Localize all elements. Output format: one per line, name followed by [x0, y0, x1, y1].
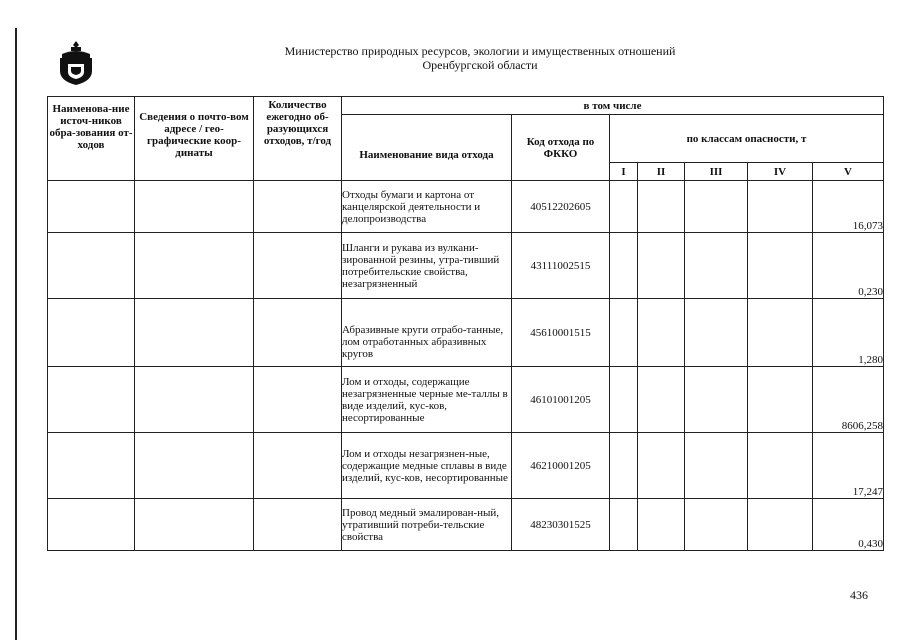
- quantity-cell: [254, 499, 342, 551]
- header-including: в том числе: [342, 97, 884, 115]
- class-ii-cell: [638, 181, 685, 233]
- class-iii-cell: [685, 233, 748, 299]
- source-name-cell: [48, 299, 135, 367]
- address-cell: [135, 367, 254, 433]
- class-i-cell: [610, 181, 638, 233]
- class-v-cell: 16,073: [813, 181, 884, 233]
- class-v-cell: 1,280: [813, 299, 884, 367]
- class-v-cell: 8606,258: [813, 367, 884, 433]
- waste-name-cell: Лом и отходы незагрязнен-ные, содержащие медные сплавы в виде изделий, кус-ков, несортированные: [342, 433, 512, 499]
- header-waste-name: Наименование вида отхода: [342, 115, 512, 181]
- page-number: 436: [850, 588, 868, 602]
- quantity-cell: [254, 181, 342, 233]
- coat-of-arms-icon: [58, 40, 94, 86]
- ministry-title-line1: Министерство природных ресурсов, экологии и имущественных отношений: [284, 44, 676, 58]
- header-class-ii: II: [638, 163, 685, 181]
- fkko-code-cell: 46210001205: [512, 433, 610, 499]
- waste-name-cell: Лом и отходы, содержащие незагрязненные черные ме-таллы в виде изделий, кус-ков, несортированные: [342, 367, 512, 433]
- class-iv-cell: [748, 367, 813, 433]
- waste-name-cell: Отходы бумаги и картона от канцелярской деятельности и делопроизводства: [342, 181, 512, 233]
- address-cell: [135, 299, 254, 367]
- class-v-cell: 0,430: [813, 499, 884, 551]
- quantity-cell: [254, 367, 342, 433]
- table-row: [48, 299, 884, 367]
- source-name-cell: [48, 433, 135, 499]
- fkko-code-cell: 48230301525: [512, 499, 610, 551]
- class-iii-cell: [685, 181, 748, 233]
- header-fkko-code: Код отхода по ФККО: [512, 115, 610, 181]
- fkko-code-cell: 45610001515: [512, 299, 610, 367]
- fkko-code-cell: 40512202605: [512, 181, 610, 233]
- class-i-cell: [610, 433, 638, 499]
- source-name-cell: [48, 233, 135, 299]
- class-iii-cell: [685, 299, 748, 367]
- class-iii-cell: [685, 367, 748, 433]
- class-iii-cell: [685, 499, 748, 551]
- fkko-code-cell: 43111002515: [512, 233, 610, 299]
- address-cell: [135, 499, 254, 551]
- address-cell: [135, 433, 254, 499]
- waste-name-cell: Абразивные круги отрабо-танные, лом отработанных абразивных кругов: [342, 299, 512, 367]
- class-iv-cell: [748, 181, 813, 233]
- class-iv-cell: [748, 433, 813, 499]
- table-row: [48, 367, 884, 433]
- waste-name-cell: Провод медный эмалирован-ный, утративший потреби-тельские свойства: [342, 499, 512, 551]
- header-class-v: V: [813, 163, 884, 181]
- table-row: [48, 181, 884, 233]
- table-row: [48, 433, 884, 499]
- class-ii-cell: [638, 499, 685, 551]
- header-quantity: Количество ежегодно об-разующихся отходов, т/год: [254, 97, 342, 181]
- waste-name-cell: Шланги и рукава из вулкани-зированной резины, утра-тивший потребительские свойства, незагрязненный: [342, 233, 512, 299]
- class-i-cell: [610, 499, 638, 551]
- source-name-cell: [48, 499, 135, 551]
- ministry-title-line2: Оренбургской области: [422, 58, 538, 72]
- header-hazard-classes: по классам опасности, т: [610, 115, 884, 163]
- class-ii-cell: [638, 299, 685, 367]
- class-ii-cell: [638, 433, 685, 499]
- address-cell: [135, 181, 254, 233]
- class-i-cell: [610, 233, 638, 299]
- header-class-iii: III: [685, 163, 748, 181]
- class-i-cell: [610, 367, 638, 433]
- class-ii-cell: [638, 233, 685, 299]
- quantity-cell: [254, 233, 342, 299]
- address-cell: [135, 233, 254, 299]
- header-class-iv: IV: [748, 163, 813, 181]
- class-i-cell: [610, 299, 638, 367]
- class-iv-cell: [748, 299, 813, 367]
- class-iii-cell: [685, 433, 748, 499]
- class-iv-cell: [748, 499, 813, 551]
- class-v-cell: 0,230: [813, 233, 884, 299]
- header-source-name: Наименова-ние источ-ников обра-зования от-ходов: [48, 97, 135, 181]
- quantity-cell: [254, 433, 342, 499]
- table-row: [48, 499, 884, 551]
- page-binding-edge: [15, 28, 17, 640]
- quantity-cell: [254, 299, 342, 367]
- class-ii-cell: [638, 367, 685, 433]
- ministry-header: [200, 44, 760, 72]
- fkko-code-cell: 46101001205: [512, 367, 610, 433]
- source-name-cell: [48, 181, 135, 233]
- class-iv-cell: [748, 233, 813, 299]
- header-address: Сведения о почто-вом адресе / гео-графические коор-динаты: [135, 97, 254, 181]
- waste-sources-table: [47, 96, 884, 551]
- header-class-i: I: [610, 163, 638, 181]
- class-v-cell: 17,247: [813, 433, 884, 499]
- table-row: [48, 233, 884, 299]
- source-name-cell: [48, 367, 135, 433]
